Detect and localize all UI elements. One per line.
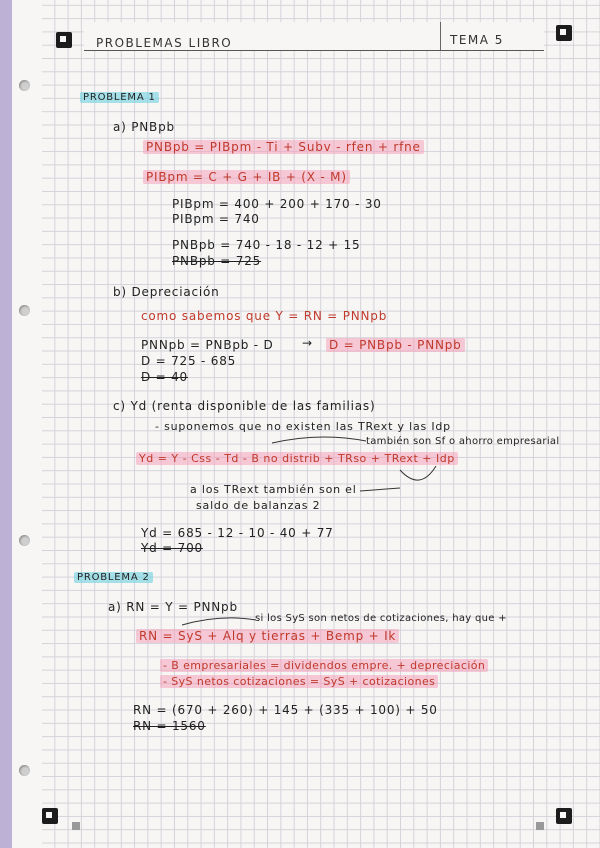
p1-c-note: - suponemos que no existen las TRext y las Idp xyxy=(155,420,451,433)
p2-a-label: a) RN = Y = PNNpb xyxy=(108,600,238,614)
p1-a-calc1: PIBpm = 400 + 200 + 170 - 30 xyxy=(172,197,382,211)
p1-c-label: c) Yd (renta disponible de las familias) xyxy=(113,399,376,413)
p1-c-result: Yd = 700 xyxy=(141,541,203,555)
p1-a-result: PNBpb = 725 xyxy=(172,254,262,268)
p2-a-formula: RN = SyS + Alq y tierras + Bemp + Ik xyxy=(136,629,399,643)
page-title: PROBLEMAS LIBRO xyxy=(96,36,233,50)
p2-a-item2: - SyS netos cotizaciones = SyS + cotizaciones xyxy=(160,675,438,688)
p1-b-result: D = 40 xyxy=(141,370,188,384)
p1-c-note3a: a los TRext también son el xyxy=(190,483,357,496)
p1-b-calc1: D = 725 - 685 xyxy=(141,354,237,368)
p2-a-calc1: RN = (670 + 260) + 145 + (335 + 100) + 50 xyxy=(133,703,438,717)
p1-a-formula1: PNBpb = PIBpm - Ti + Subv - rfen + rfne xyxy=(143,140,424,154)
p2-a-note: si los SyS son netos de cotizaciones, hay que + xyxy=(255,613,507,624)
p1-c-formula: Yd = Y - Css - Td - B no distrib + TRso + TRext + Idp xyxy=(136,452,458,465)
brace-to-note xyxy=(272,437,366,443)
p1-b-note: como sabemos que Y = RN = PNNpb xyxy=(141,309,388,323)
p1-a-label: a) PNBpb xyxy=(113,120,175,134)
p1-c-note3b: saldo de balanzas 2 xyxy=(196,499,321,512)
p1-a-calc2: PIBpm = 740 xyxy=(172,212,260,226)
p1-c-calc1: Yd = 685 - 12 - 10 - 40 + 77 xyxy=(141,526,334,540)
brace-sys xyxy=(182,618,256,625)
brace-trext xyxy=(400,466,436,480)
p1-b-label: b) Depreciación xyxy=(113,285,220,299)
topic-label: TEMA 5 xyxy=(450,33,504,47)
brace-link xyxy=(360,488,400,491)
p1-b-formula: PNNpb = PNBpb - D xyxy=(141,338,274,352)
p1-b-formula2: D = PNBpb - PNNpb xyxy=(326,338,465,352)
p1-a-formula2: PIBpm = C + G + IB + (X - M) xyxy=(143,170,350,184)
problem-1-heading: PROBLEMA 1 xyxy=(80,92,159,103)
p2-a-item1: - B empresariales = dividendos empre. + depreciación xyxy=(160,659,488,672)
p1-b-arrow: → xyxy=(302,336,313,350)
p2-a-result: RN = 1560 xyxy=(133,719,206,733)
p1-a-calc3: PNBpb = 740 - 18 - 12 + 15 xyxy=(172,238,361,252)
p1-c-note2: también son Sf o ahorro empresarial xyxy=(366,436,560,447)
problem-2-heading: PROBLEMA 2 xyxy=(74,572,153,583)
